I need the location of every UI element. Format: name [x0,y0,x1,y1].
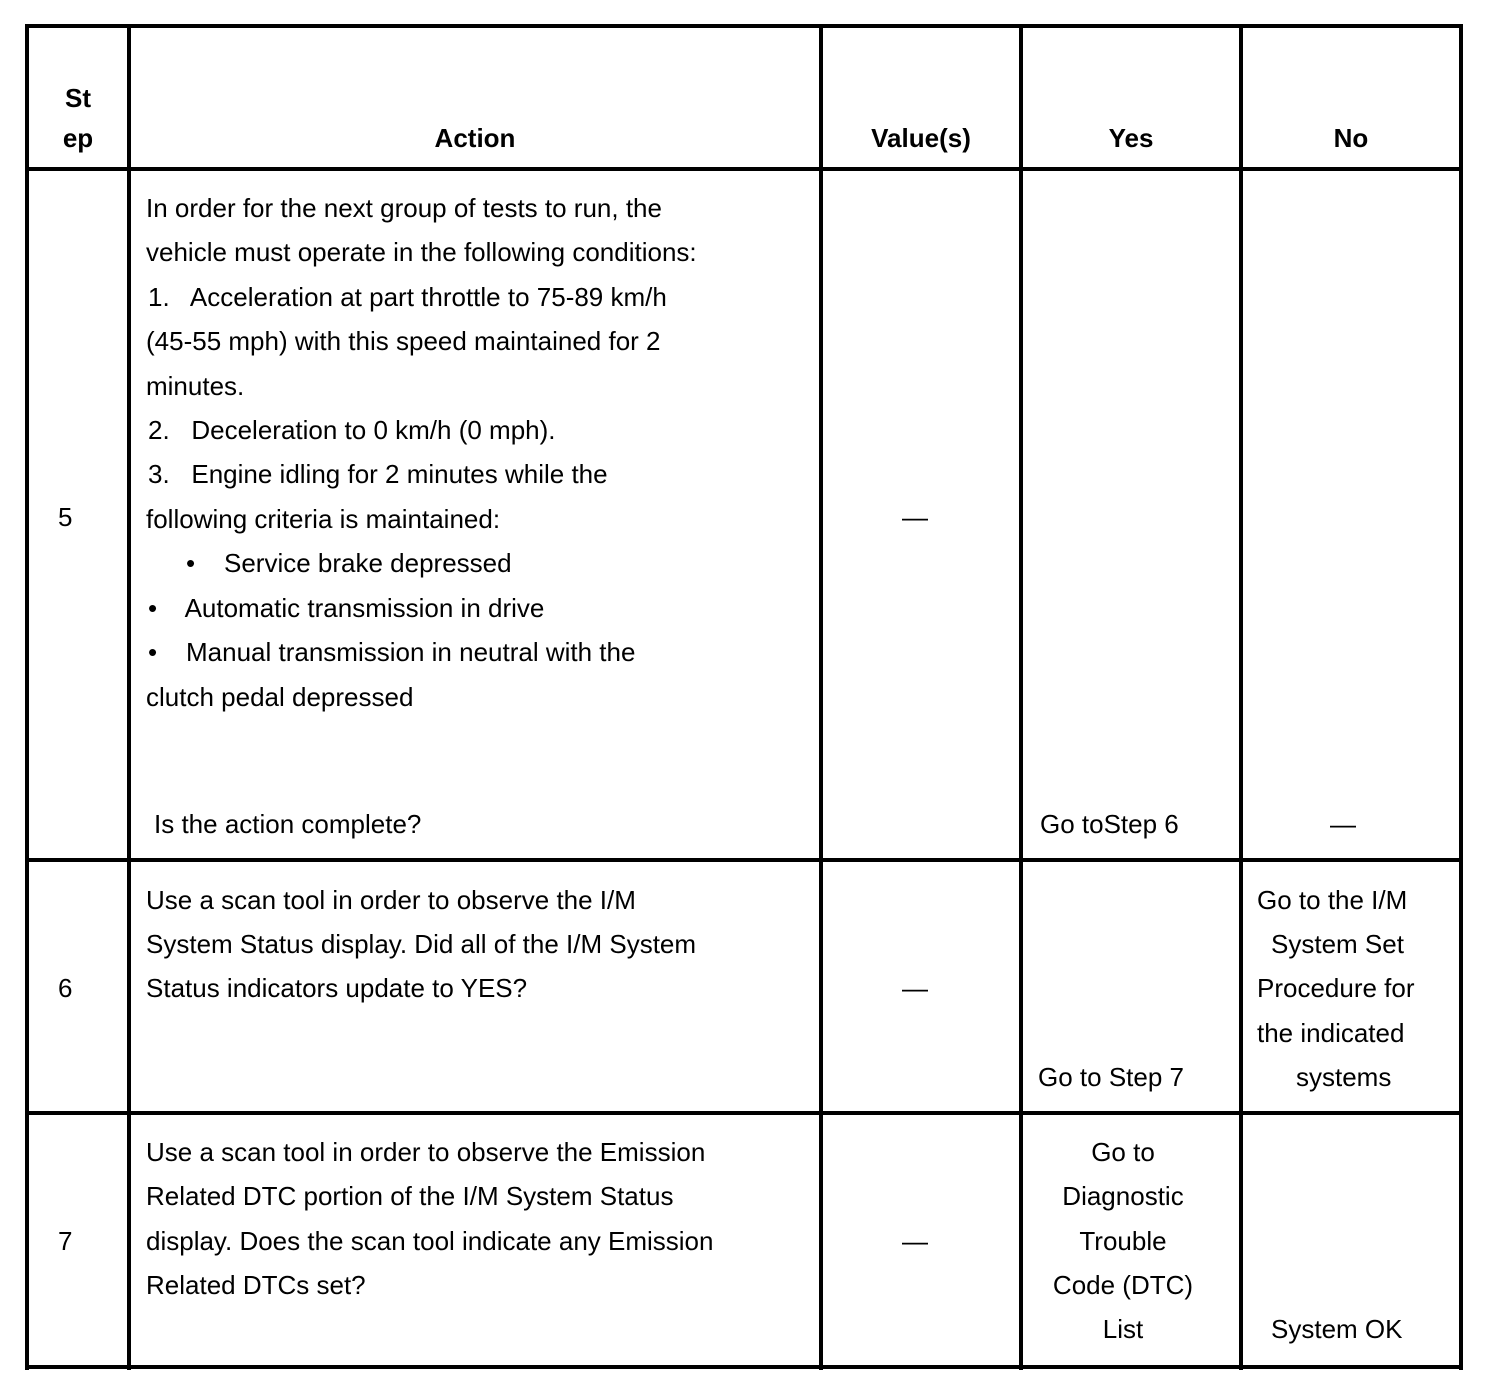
no-cell-line: the indicated [1257,1018,1405,1048]
value-cell: — [902,1226,928,1256]
action-line: System Status display. Did all of the I/M System [146,929,697,959]
action-line: Related DTCs set? [146,1270,366,1300]
header-no: No [1333,123,1369,153]
header-divider [25,167,1463,171]
action-line: Use a scan tool in order to observe the Emission [146,1137,706,1167]
action-bullet-line: • Automatic transmission in drive [148,593,545,623]
column-divider [819,24,823,1370]
header-values: Value(s) [871,123,971,153]
value-cell: — [902,502,928,532]
table-border-right [1459,24,1463,1370]
no-cell-line: systems [1296,1062,1392,1092]
table-border-bottom [25,1365,1463,1369]
column-divider [1239,24,1243,1370]
yes-cell: Go toStep 6 [1040,809,1179,839]
action-line: 1. Acceleration at part throttle to 75-89 km/h [148,282,667,312]
yes-cell-line: List [1102,1314,1144,1344]
yes-cell: Go to Step 7 [1038,1062,1184,1092]
action-bullet-line: • Manual transmission in neutral with the [148,637,636,667]
action-line: Related DTC portion of the I/M System Status [146,1181,674,1211]
no-cell-line: Go to the I/M [1257,885,1408,915]
step-number: 6 [58,973,73,1003]
yes-cell-line: Code (DTC) [1052,1270,1194,1300]
no-cell: System OK [1271,1314,1403,1344]
action-line: clutch pedal depressed [146,682,414,712]
yes-cell-line: Go to [1091,1137,1155,1167]
action-line: 2. Deceleration to 0 km/h (0 mph). [148,415,556,445]
no-cell-line: System Set [1271,929,1404,959]
action-question: Is the action complete? [154,809,422,839]
no-cell-line: Procedure for [1257,973,1415,1003]
step-number: 5 [58,502,73,532]
header-action: Action [434,123,516,153]
step-number: 7 [58,1226,73,1256]
table-border-top [25,24,1463,28]
action-line: vehicle must operate in the following conditions: [146,237,697,267]
action-line: minutes. [146,371,245,401]
row-divider [25,1111,1463,1115]
row-divider [25,858,1463,862]
action-bullet-line: • Service brake depressed [186,548,512,578]
value-cell: — [902,973,928,1003]
action-line: Status indicators update to YES? [146,973,528,1003]
yes-cell-line: Trouble [1079,1226,1167,1256]
action-line: Use a scan tool in order to observe the I/M [146,885,636,915]
header-yes: Yes [1108,123,1154,153]
action-line: display. Does the scan tool indicate any Emission [146,1226,714,1256]
action-line: following criteria is maintained: [146,504,501,534]
header-step-line-2: ep [62,123,94,153]
header-step-line-1: St [65,83,91,113]
action-line: (45-55 mph) with this speed maintained for 2 [146,326,661,356]
column-divider [127,24,131,1370]
action-line: 3. Engine idling for 2 minutes while the [148,459,608,489]
table-border-left [25,24,29,1370]
yes-cell-line: Diagnostic [1062,1181,1184,1211]
action-line: In order for the next group of tests to run, the [146,193,662,223]
no-cell: — [1330,809,1356,839]
